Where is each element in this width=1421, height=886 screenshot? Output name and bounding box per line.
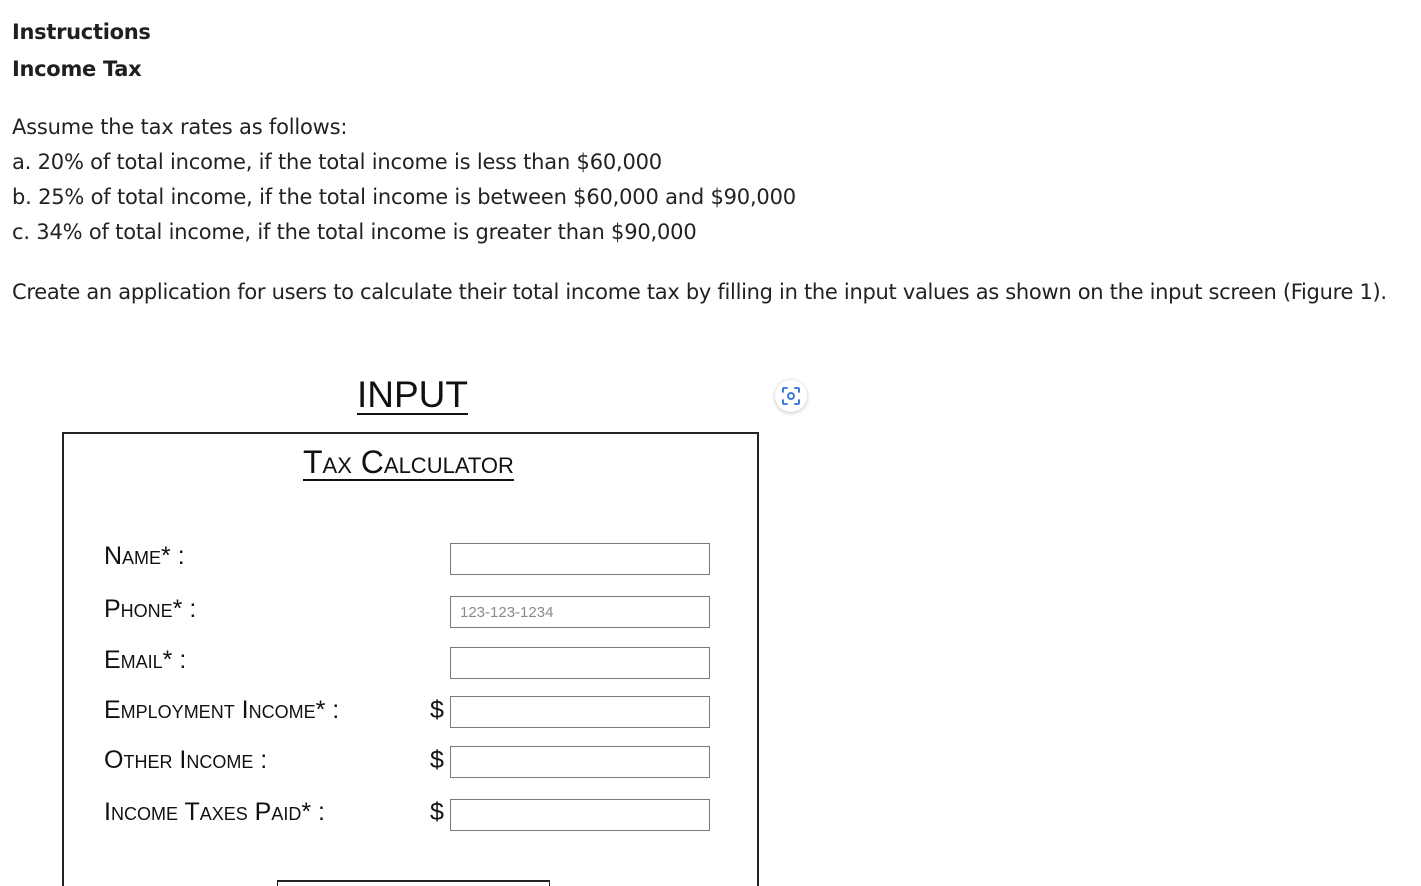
- submit-button[interactable]: [277, 880, 550, 886]
- email-input[interactable]: [450, 647, 710, 679]
- form-title: Tax Calculator: [303, 444, 514, 480]
- income-taxes-paid-label: Income Taxes Paid* :: [104, 798, 325, 826]
- rate-c: c. 34% of total income, if the total income is greater than $90,000: [12, 220, 697, 244]
- focus-scan-icon[interactable]: [775, 380, 807, 412]
- income-taxes-paid-currency: $: [430, 798, 444, 826]
- name-input[interactable]: [450, 543, 710, 575]
- income-tax-heading: Income Tax: [12, 57, 142, 81]
- rate-b: b. 25% of total income, if the total income is between $60,000 and $90,000: [12, 185, 796, 209]
- income-taxes-paid-input[interactable]: [450, 799, 710, 831]
- other-income-currency: $: [430, 746, 444, 774]
- employment-income-label: Employment Income* :: [104, 696, 340, 724]
- name-label: Name* :: [104, 542, 185, 570]
- employment-income-input[interactable]: [450, 696, 710, 728]
- task-text: Create an application for users to calculate their total income tax by filling in the input values as shown on the input screen (Figure 1).: [12, 280, 1387, 304]
- phone-label: Phone* :: [104, 595, 197, 623]
- instructions-heading: Instructions: [12, 20, 151, 44]
- other-income-input[interactable]: [450, 746, 710, 778]
- other-income-label: Other Income :: [104, 746, 268, 774]
- rate-a: a. 20% of total income, if the total income is less than $60,000: [12, 150, 662, 174]
- employment-income-currency: $: [430, 696, 444, 724]
- email-label: Email* :: [104, 646, 187, 674]
- figure-title: INPUT: [357, 374, 468, 415]
- intro-text: Assume the tax rates as follows:: [12, 115, 348, 139]
- phone-input[interactable]: [450, 596, 710, 628]
